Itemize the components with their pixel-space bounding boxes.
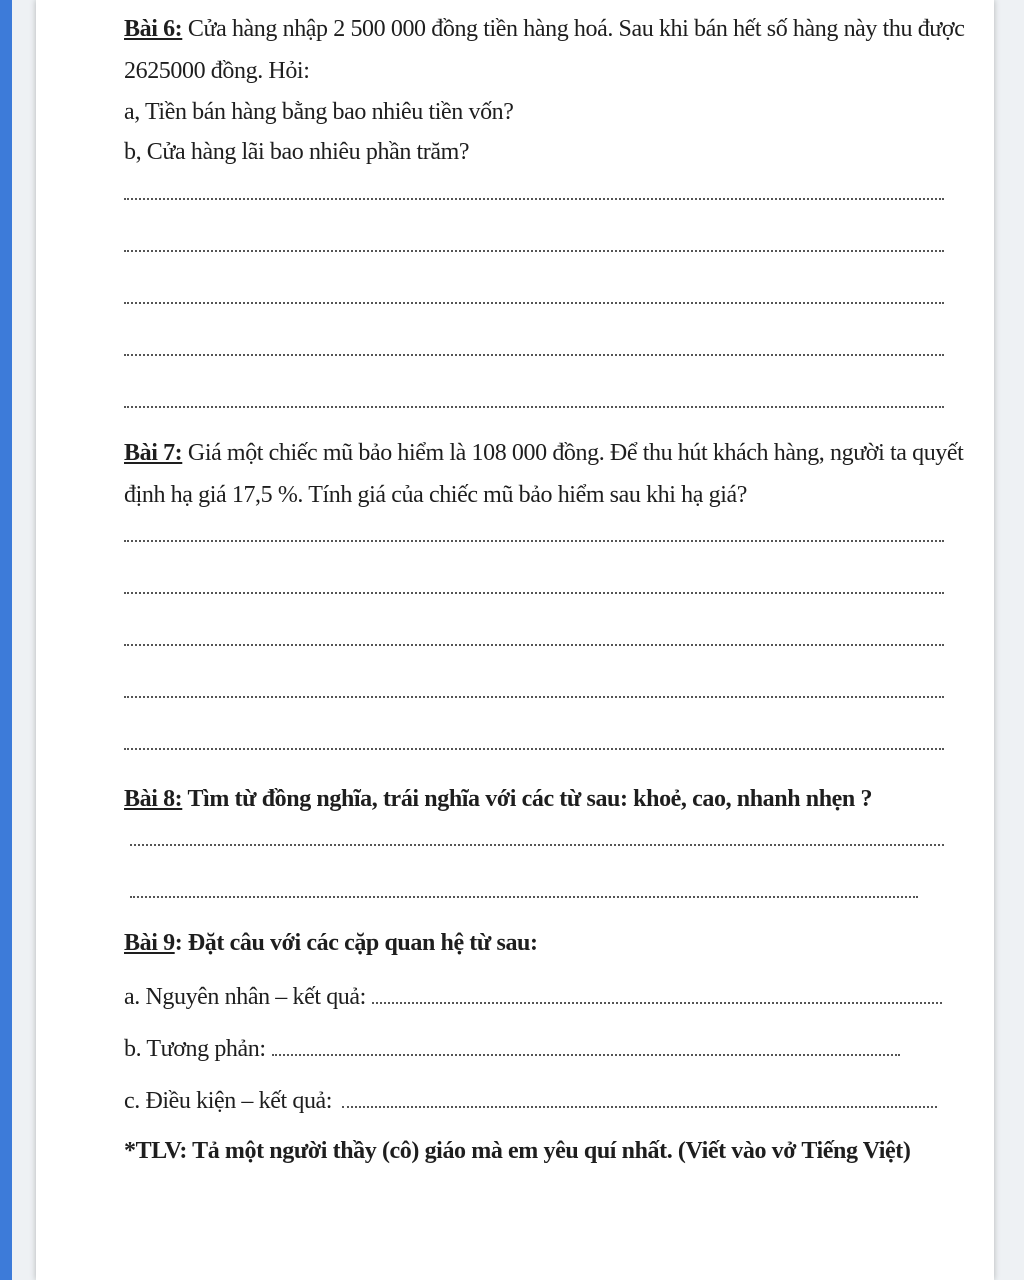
bai8-answer-line bbox=[130, 844, 944, 846]
bai7-label: Bài 7: bbox=[124, 440, 183, 466]
bai6-line1 bbox=[124, 14, 964, 44]
bai6-text1: Cửa hàng nhập 2 500 000 đồng tiền hàng hoá. Sau khi bán hết số hàng này thu được bbox=[182, 16, 965, 42]
bai9-label: Bài 9 bbox=[124, 930, 175, 956]
bai9-item-c-answer-line bbox=[342, 1106, 937, 1108]
bai9-item-b bbox=[124, 1034, 900, 1064]
bai9-item-a bbox=[124, 982, 942, 1012]
bai8-text: Tìm từ đồng nghĩa, trái nghĩa với các từ sau: khoẻ, cao, nhanh nhẹn ? bbox=[182, 786, 873, 812]
bai6-line2: 2625000 đồng. Hỏi: bbox=[124, 58, 310, 84]
bai8-answer-line bbox=[130, 896, 918, 898]
bai7-answer-line bbox=[124, 540, 944, 542]
bai6-answer-line bbox=[124, 250, 944, 252]
bai9-item-c bbox=[124, 1086, 937, 1116]
bai9-item-a-label: a. Nguyên nhân – kết quả: bbox=[124, 984, 366, 1010]
bai7-text1: Giá một chiếc mũ bảo hiểm là 108 000 đồng. Để thu hút khách hàng, người ta quyết bbox=[182, 440, 964, 466]
bai8-line bbox=[124, 784, 872, 814]
window-left-border bbox=[0, 0, 12, 1280]
bai7-answer-line bbox=[124, 592, 944, 594]
bai6-answer-line bbox=[124, 302, 944, 304]
bai7-line2: định hạ giá 17,5 %. Tính giá của chiếc mũ bảo hiểm sau khi hạ giá? bbox=[124, 482, 747, 508]
bai6-label: Bài 6: bbox=[124, 16, 183, 42]
bai9-line bbox=[124, 928, 538, 958]
bai7-answer-line bbox=[124, 748, 944, 750]
bai6-answer-line bbox=[124, 354, 944, 356]
bai6-question-a: a, Tiền bán hàng bằng bao nhiêu tiền vốn? bbox=[124, 99, 514, 125]
bai6-answer-line bbox=[124, 198, 944, 200]
bai6-question-b: b, Cửa hàng lãi bao nhiêu phần trăm? bbox=[124, 139, 470, 165]
bai9-item-c-label: c. Điều kiện – kết quả: bbox=[124, 1088, 333, 1114]
bai9-text: : Đặt câu với các cặp quan hệ từ sau: bbox=[174, 930, 538, 956]
bai9-item-b-label: b. Tương phản: bbox=[124, 1036, 266, 1062]
tlv-instruction: *TLV: Tả một người thầy (cô) giáo mà em yêu quí nhất. (Viết vào vở Tiếng Việt) bbox=[124, 1138, 911, 1164]
bai9-item-b-answer-line bbox=[272, 1054, 900, 1056]
bai6-answer-line bbox=[124, 406, 944, 408]
document-page bbox=[36, 0, 994, 1280]
bai7-answer-line bbox=[124, 644, 944, 646]
bai7-line1 bbox=[124, 438, 963, 468]
bai7-answer-line bbox=[124, 696, 944, 698]
bai9-item-a-answer-line bbox=[372, 1002, 942, 1004]
bai8-label: Bài 8: bbox=[124, 786, 183, 812]
